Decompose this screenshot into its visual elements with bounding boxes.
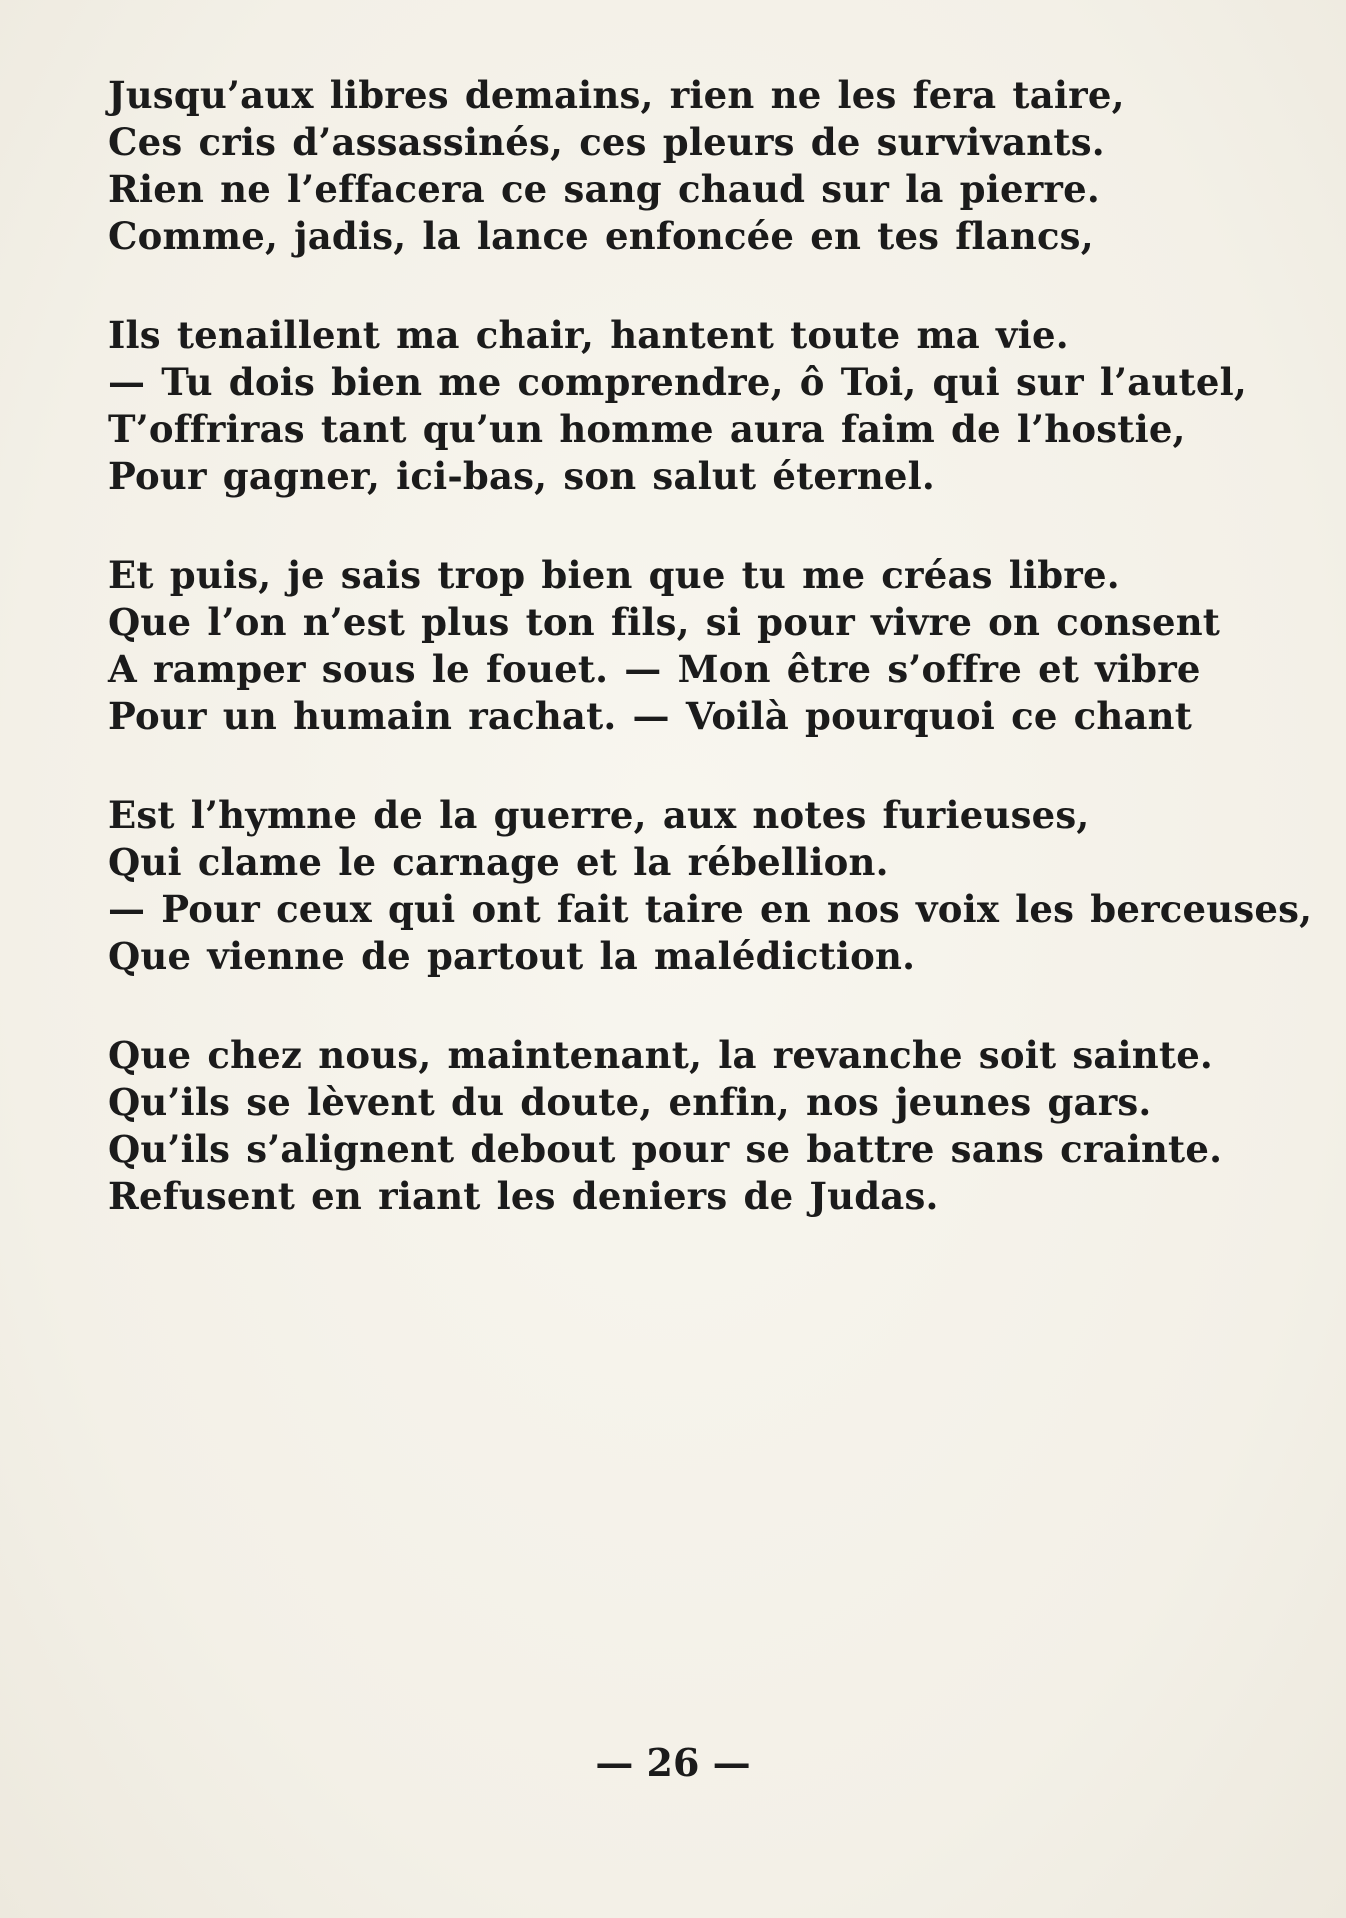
- poem-line: Et puis, je sais trop bien que tu me créas libre.: [108, 553, 1120, 597]
- poem-line: Est l’hymne de la guerre, aux notes furieuses,: [108, 793, 1090, 837]
- poem-line: Rien ne l’effacera ce sang chaud sur la pierre.: [108, 167, 1100, 211]
- poem-line: Refusent en riant les deniers de Judas.: [108, 1174, 939, 1218]
- page-number: — 26 —: [595, 1740, 751, 1785]
- poem-line: A ramper sous le fouet. — Mon être s’offre et vibre: [108, 647, 1201, 691]
- poem-line: Pour un humain rachat. — Voilà pourquoi ce chant: [108, 694, 1193, 738]
- poem-line: Pour gagner, ici-bas, son salut éternel.: [108, 454, 936, 498]
- poem-line: Que vienne de partout la malédiction.: [108, 934, 916, 978]
- poem-line: Ils tenaillent ma chair, hantent toute ma vie.: [108, 313, 1069, 357]
- stanza-1: [108, 72, 1308, 260]
- stanza-2: [108, 312, 1308, 500]
- poem-line: Qu’ils se lèvent du doute, enfin, nos jeunes gars.: [108, 1080, 1152, 1124]
- poem-line: Ces cris d’assassinés, ces pleurs de survivants.: [108, 120, 1105, 164]
- poem-line: Que l’on n’est plus ton fils, si pour vivre on consent: [108, 600, 1221, 644]
- poem-line: T’offriras tant qu’un homme aura faim de l’hostie,: [108, 407, 1186, 451]
- poem-line: — Tu dois bien me comprendre, ô Toi, qui sur l’autel,: [108, 360, 1247, 404]
- poem-line: Que chez nous, maintenant, la revanche soit sainte.: [108, 1033, 1214, 1077]
- poem-line: Jusqu’aux libres demains, rien ne les fera taire,: [108, 73, 1125, 117]
- stanza-5: [108, 1032, 1308, 1220]
- poem: [108, 72, 1313, 1272]
- stanza-4: [108, 792, 1313, 980]
- poem-line: Qui clame le carnage et la rébellion.: [108, 840, 889, 884]
- poem-line: Qu’ils s’alignent debout pour se battre sans crainte.: [108, 1127, 1223, 1171]
- stanza-3: [108, 552, 1308, 740]
- poem-line: — Pour ceux qui ont fait taire en nos voix les berceuses,: [108, 887, 1313, 931]
- poem-line: Comme, jadis, la lance enfoncée en tes flancs,: [108, 214, 1094, 258]
